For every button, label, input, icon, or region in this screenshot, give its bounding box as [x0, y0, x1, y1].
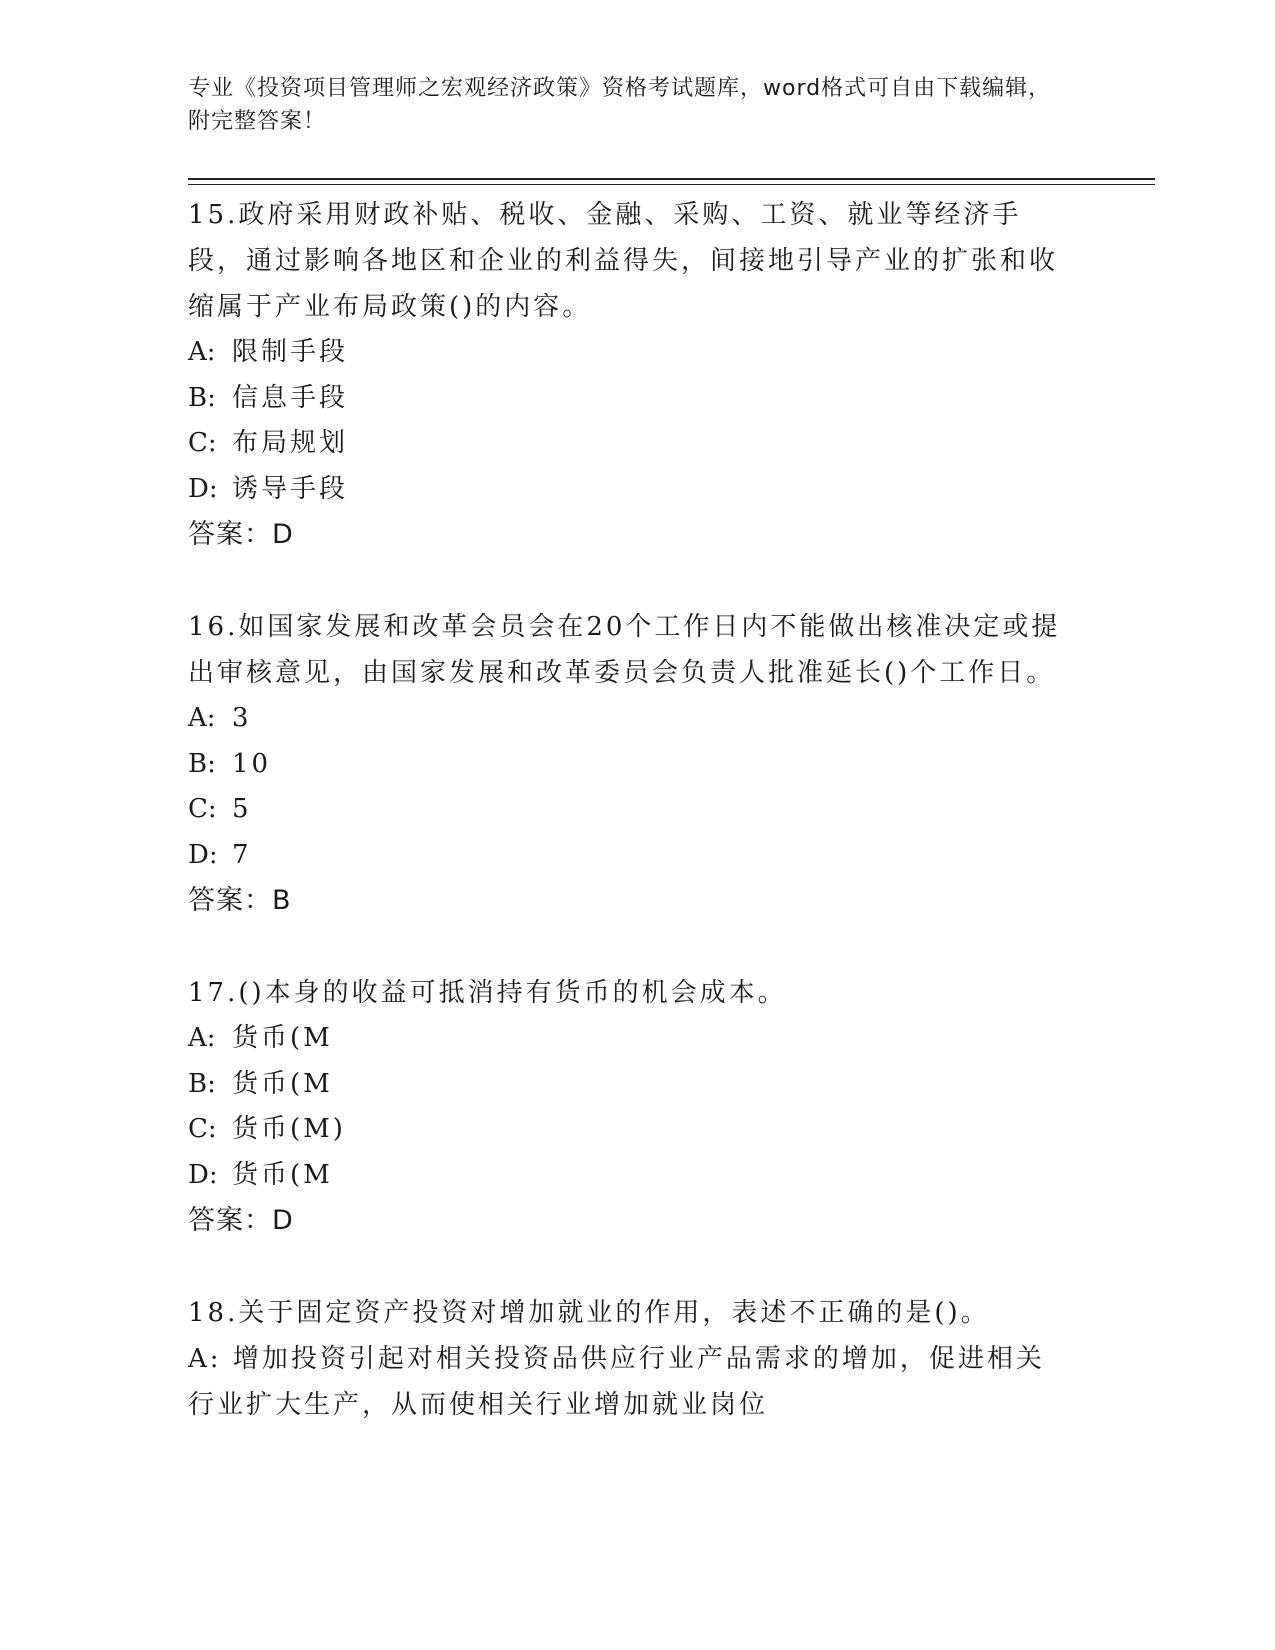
- option-letter: B:: [188, 1068, 216, 1099]
- option-text: 10: [232, 748, 272, 779]
- option-letter: B:: [188, 748, 216, 779]
- option-letter: C:: [188, 1114, 217, 1144]
- question-stem: 17.()本身的收益可抵消持有货币的机会成本。: [188, 978, 787, 1008]
- option-text: 布局规划: [232, 428, 349, 458]
- question-stem: 18.关于固定资产投资对增加就业的作用，表述不正确的是()。: [188, 1298, 990, 1328]
- option-b: [188, 376, 1088, 422]
- option-text: 货币(M): [232, 1114, 346, 1144]
- option-d: [188, 1153, 1088, 1199]
- option-text: 货币(M: [232, 1068, 333, 1099]
- option-text: 信息手段: [232, 382, 349, 413]
- question-stem: 15.政府采用财政补贴、税收、金融、采购、工资、就业等经济手段，通过影响各地区和企业的利益得失，间接地引导产业的扩张和收缩属于产业布局政策()的内容。: [188, 200, 1059, 322]
- option-letter: C:: [188, 794, 217, 824]
- option-d: [188, 833, 1088, 879]
- option-c: [188, 787, 1088, 833]
- option-letter: A:: [188, 1344, 222, 1374]
- option-text: 增加投资引起对相关投资品供应行业产品需求的增加，促进相关行业扩大生产，从而使相关行业增加就业岗位: [188, 1344, 1045, 1420]
- answer: 答案：B: [188, 885, 292, 916]
- option-letter: D:: [188, 473, 218, 504]
- option-text: 诱导手段: [232, 473, 349, 504]
- option-text: 7: [232, 839, 252, 870]
- option-b: [188, 1062, 1088, 1108]
- question-list: [188, 192, 1088, 1428]
- header-divider-thin: [188, 184, 1155, 185]
- option-a: [188, 696, 1088, 742]
- option-b: [188, 742, 1088, 788]
- option-letter: A:: [188, 337, 216, 367]
- spacer: [188, 924, 1088, 970]
- option-text: 货币(M: [232, 1159, 333, 1190]
- option-letter: D:: [188, 839, 218, 870]
- option-d: [188, 467, 1088, 513]
- option-a: [188, 1016, 1088, 1062]
- option-letter: D:: [188, 1159, 218, 1190]
- option-a: [188, 1336, 1068, 1428]
- option-text: 限制手段: [232, 337, 349, 367]
- spacer: [188, 1244, 1088, 1290]
- answer: 答案：D: [188, 519, 294, 550]
- question-18: [188, 1290, 1088, 1428]
- option-letter: C:: [188, 428, 217, 458]
- question-17: [188, 970, 1088, 1244]
- option-a: [188, 330, 1088, 376]
- question-stem: 16.如国家发展和改革会员会在20个工作日内不能做出核准决定或提出审核意见，由国家发展和改革委员会负责人批准延长()个工作日。: [188, 612, 1061, 688]
- option-letter: A:: [188, 1023, 216, 1053]
- question-15: [188, 192, 1088, 558]
- header-divider-thick: [188, 178, 1155, 180]
- option-text: 3: [232, 703, 252, 733]
- answer: 答案：D: [188, 1205, 294, 1236]
- option-c: [188, 421, 1088, 467]
- document-header: [188, 72, 1068, 138]
- option-letter: B:: [188, 382, 216, 413]
- question-16: [188, 604, 1088, 924]
- option-letter: A:: [188, 703, 216, 733]
- option-text: 5: [232, 794, 252, 824]
- spacer: [188, 558, 1088, 604]
- header-text: 专业《投资项目管理师之宏观经济政策》资格考试题库，word格式可自由下载编辑，附完整答案！: [188, 76, 1052, 134]
- option-text: 货币(M: [232, 1023, 333, 1053]
- option-c: [188, 1107, 1088, 1153]
